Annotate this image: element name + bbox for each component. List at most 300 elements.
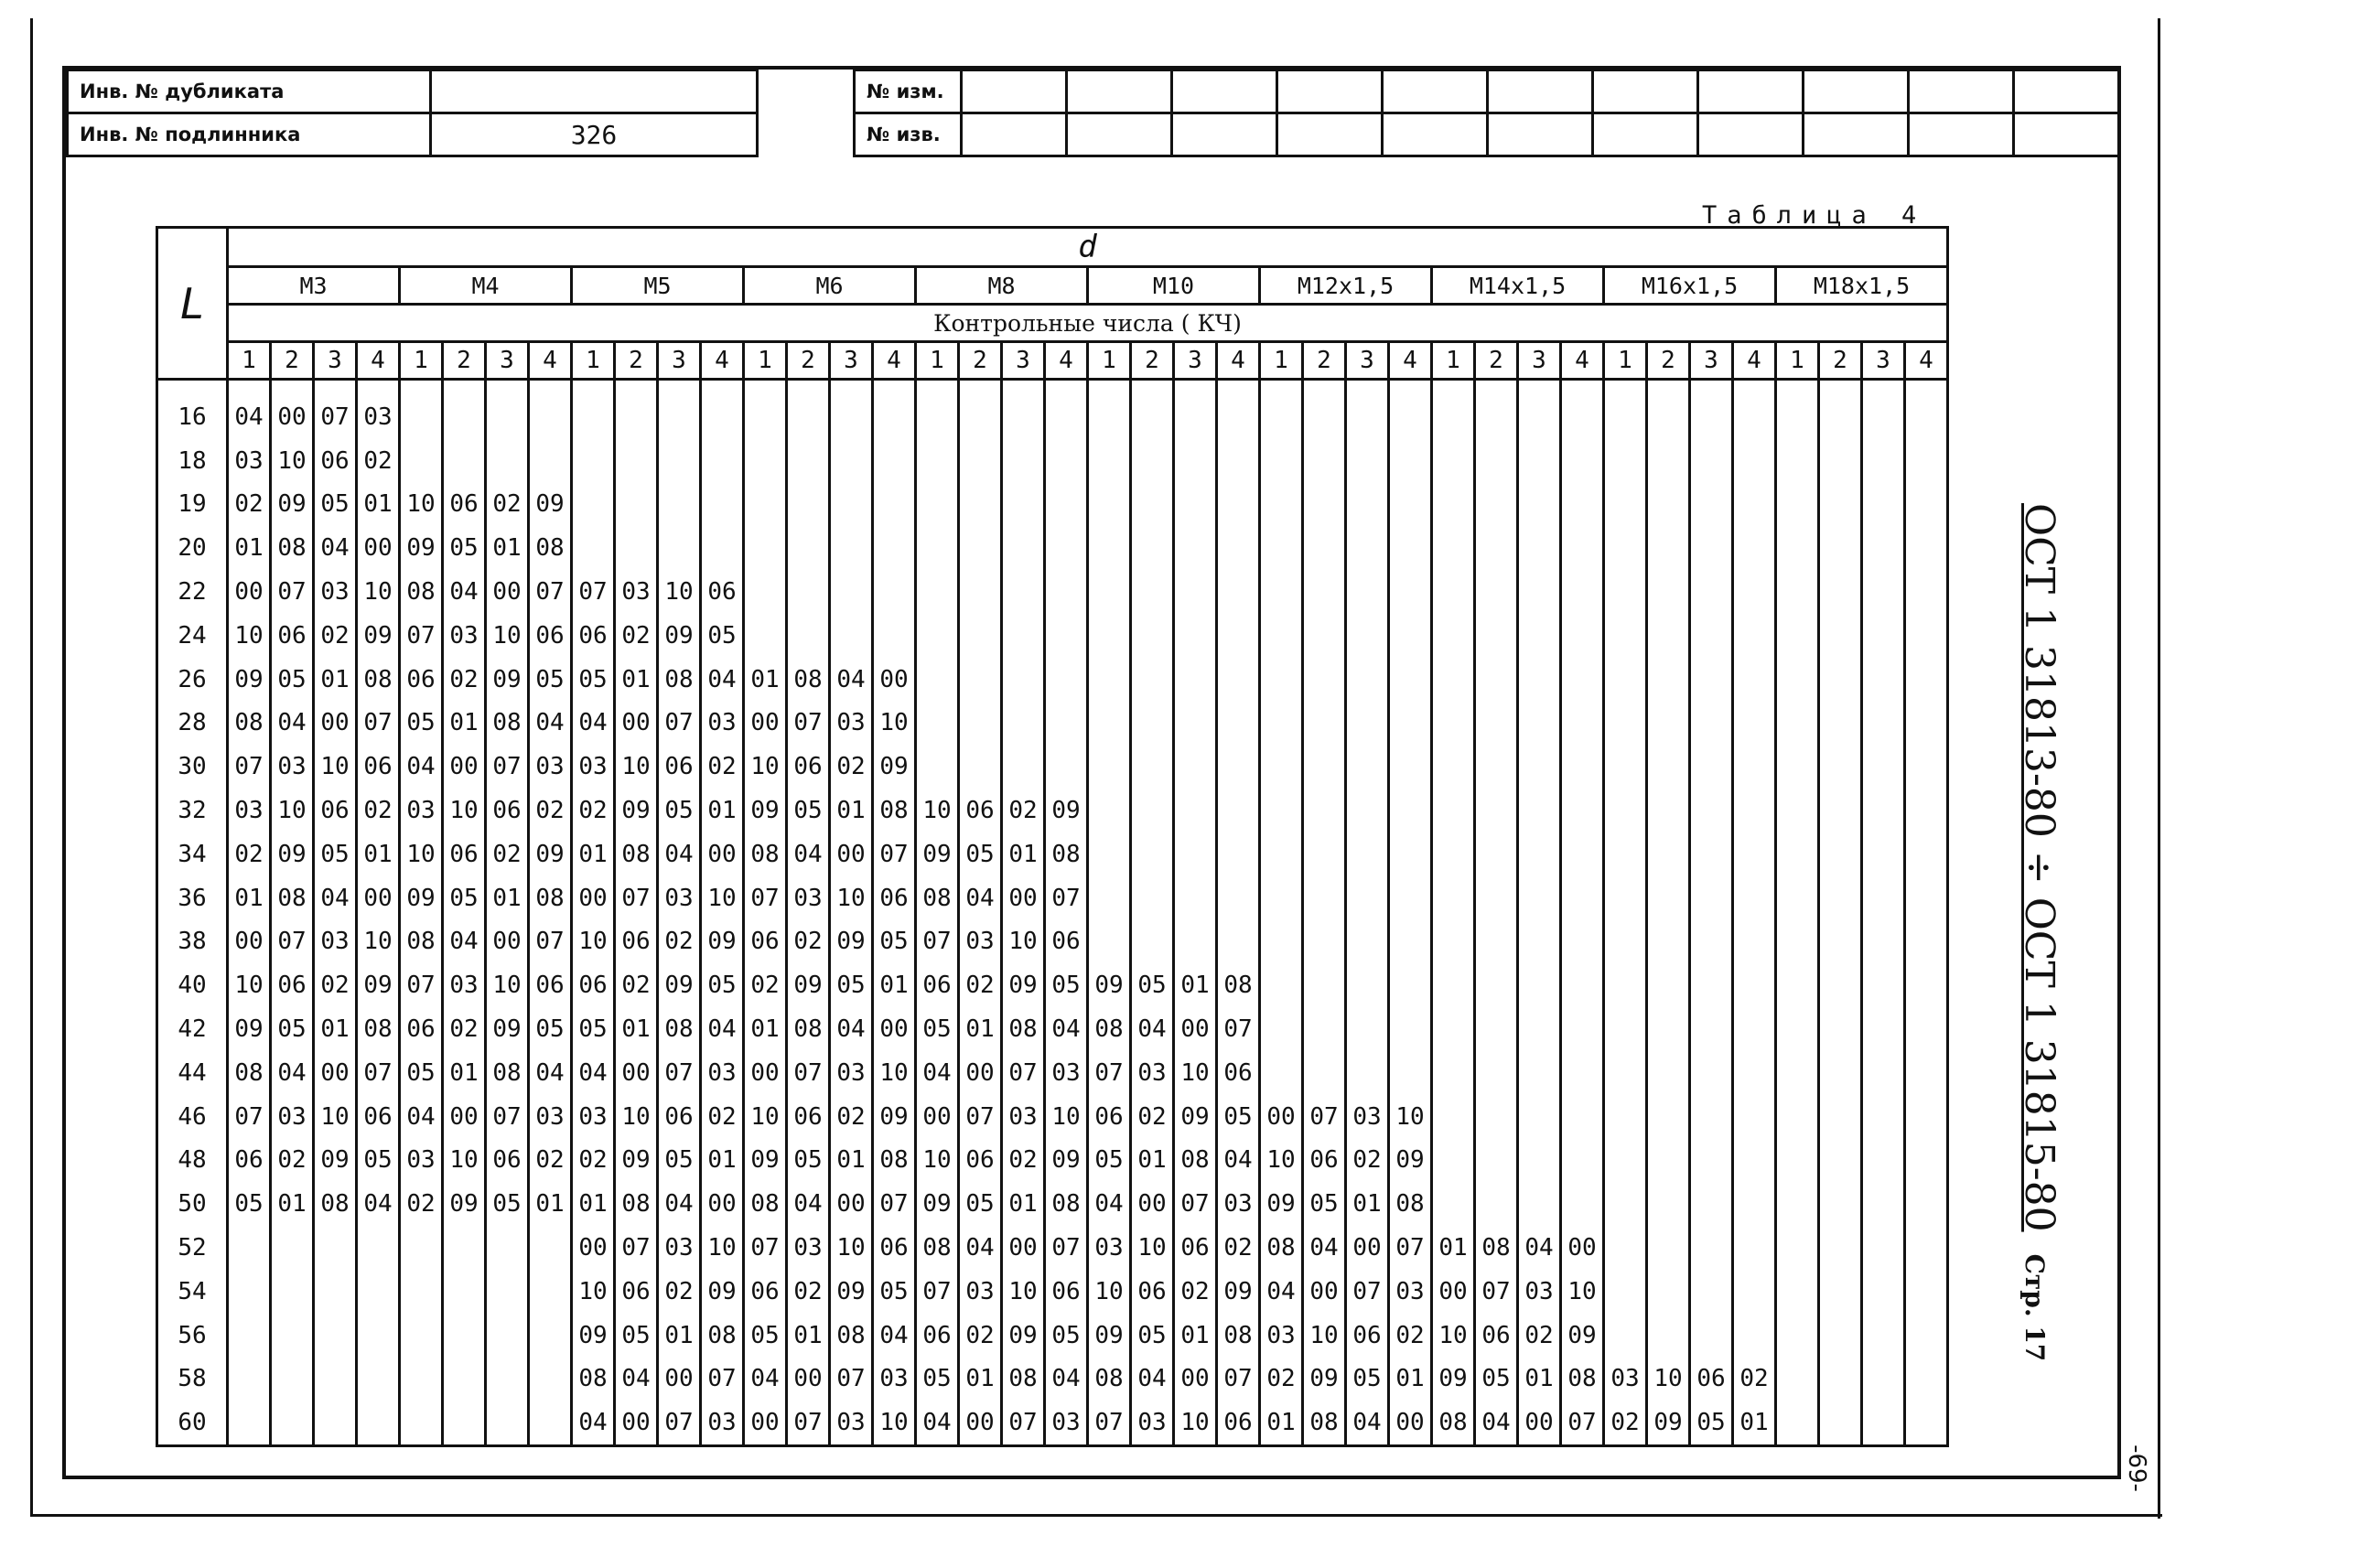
control-number-cell (1862, 1314, 1905, 1358)
control-number-cell: 06 (959, 1139, 1002, 1183)
subcolumn-header: 4 (529, 342, 572, 380)
control-number-cell (1303, 702, 1346, 746)
stamp-cell (1488, 113, 1593, 156)
control-number-cell (1776, 1226, 1819, 1270)
control-number-cell (1174, 614, 1217, 658)
subcolumn-header: 4 (1561, 342, 1604, 380)
control-number-cell: 03 (959, 1270, 1002, 1314)
control-number-cell (1131, 395, 1174, 439)
length-cell: 58 (157, 1358, 228, 1401)
control-number-cell: 09 (443, 1182, 486, 1226)
control-number-cell (959, 483, 1002, 527)
control-number-cell (1217, 702, 1260, 746)
control-number-cell (1862, 1051, 1905, 1095)
length-cell: 34 (157, 832, 228, 876)
control-number-cell (1776, 1401, 1819, 1445)
table-row (157, 1095, 1948, 1139)
control-number-cell (1303, 614, 1346, 658)
control-number-cell: 04 (959, 876, 1002, 920)
control-number-cell (1905, 395, 1948, 439)
control-number-cell: 05 (615, 1314, 658, 1358)
control-number-cell: 02 (1389, 1314, 1432, 1358)
stamp-cell (1383, 70, 1488, 113)
control-number-cell: 03 (228, 439, 271, 483)
control-number-cell: 09 (357, 963, 400, 1007)
spacer-cell (529, 380, 572, 396)
control-number-cell (1303, 658, 1346, 702)
control-number-cell: 06 (873, 1226, 916, 1270)
control-number-cell: 06 (443, 832, 486, 876)
control-number-cell (1647, 876, 1690, 920)
control-number-cell (228, 1401, 271, 1445)
sheet-number: Стр. 17 (2019, 1253, 2050, 1362)
control-number-cell: 05 (701, 614, 744, 658)
control-number-cell (529, 1358, 572, 1401)
control-number-cell: 06 (615, 920, 658, 964)
control-number-cell (1346, 614, 1389, 658)
control-number-cell (529, 439, 572, 483)
control-number-cell (1088, 876, 1131, 920)
duplicate-inventory-value (431, 70, 758, 113)
control-number-cell (1690, 920, 1733, 964)
control-number-cell (916, 702, 959, 746)
control-number-cell (1690, 963, 1733, 1007)
control-number-cell: 01 (1002, 832, 1045, 876)
control-number-cell (1819, 570, 1862, 614)
control-number-cell (1303, 1051, 1346, 1095)
control-number-cell (1733, 876, 1776, 920)
control-number-cell: 06 (916, 963, 959, 1007)
control-number-cell (1905, 1007, 1948, 1051)
control-number-cell (1346, 832, 1389, 876)
subcolumn-header: 3 (1346, 342, 1389, 380)
control-number-cell: 03 (1045, 1401, 1088, 1445)
control-number-cell (1561, 963, 1604, 1007)
control-number-cell (1475, 876, 1518, 920)
control-number-cell: 00 (1002, 876, 1045, 920)
control-number-cell (1647, 439, 1690, 483)
control-number-cell (1389, 395, 1432, 439)
control-number-cell (1561, 789, 1604, 832)
control-number-cell: 03 (701, 702, 744, 746)
control-number-cell: 02 (443, 658, 486, 702)
control-number-cell: 09 (1217, 1270, 1260, 1314)
control-number-cell: 02 (1733, 1358, 1776, 1401)
control-number-cell (1690, 395, 1733, 439)
original-inventory-value: 326 (431, 113, 758, 156)
control-number-cell (1475, 789, 1518, 832)
control-number-cell: 07 (228, 1095, 271, 1139)
length-cell: 19 (157, 483, 228, 527)
control-number-cell (1561, 1051, 1604, 1095)
control-number-cell: 01 (572, 1182, 615, 1226)
control-number-cell: 04 (443, 570, 486, 614)
control-number-cell (1260, 963, 1303, 1007)
control-number-cell: 02 (701, 745, 744, 789)
control-number-cell (1862, 658, 1905, 702)
thread-size-header: М16x1,5 (1604, 267, 1776, 305)
control-number-cell (1174, 658, 1217, 702)
control-number-cell: 00 (443, 745, 486, 789)
control-number-cell (1905, 1051, 1948, 1095)
control-number-cell: 06 (658, 1095, 701, 1139)
control-number-cell (1303, 876, 1346, 920)
length-cell: 30 (157, 745, 228, 789)
control-number-cell (1346, 483, 1389, 527)
table-row (157, 658, 1948, 702)
control-number-cell (1432, 1139, 1475, 1183)
control-number-cell (400, 395, 443, 439)
control-number-cell: 00 (916, 1095, 959, 1139)
control-number-cell: 08 (1045, 832, 1088, 876)
control-number-cell: 06 (744, 1270, 787, 1314)
control-number-cell: 04 (314, 876, 357, 920)
control-number-cell (1819, 1095, 1862, 1139)
control-number-cell: 07 (873, 1182, 916, 1226)
control-number-cell (744, 395, 787, 439)
control-number-cell: 06 (1303, 1139, 1346, 1183)
control-number-cell: 05 (1131, 963, 1174, 1007)
control-number-cell: 00 (787, 1358, 830, 1401)
control-number-cell (1475, 1007, 1518, 1051)
control-number-cell: 08 (830, 1314, 873, 1358)
control-number-cell: 09 (658, 963, 701, 1007)
control-number-cell (486, 395, 529, 439)
control-number-cell: 00 (615, 1051, 658, 1095)
spacer-cell (1002, 380, 1045, 396)
control-number-cell: 09 (744, 789, 787, 832)
control-number-cell: 10 (701, 1226, 744, 1270)
control-number-cell (1604, 1007, 1647, 1051)
control-number-cell (1389, 526, 1432, 570)
control-number-cell (1604, 1139, 1647, 1183)
control-number-cell: 09 (1045, 1139, 1088, 1183)
control-number-cell (744, 483, 787, 527)
control-number-cell: 01 (357, 832, 400, 876)
control-number-cell (1604, 920, 1647, 964)
control-number-cell: 00 (314, 702, 357, 746)
control-number-cell: 07 (1389, 1226, 1432, 1270)
table-row (157, 395, 1948, 439)
control-number-cell (701, 483, 744, 527)
control-number-cell: 03 (658, 1226, 701, 1270)
control-number-cell (1174, 439, 1217, 483)
stamp-cell (962, 70, 1067, 113)
control-number-cell (271, 1358, 314, 1401)
subcolumn-header: 2 (615, 342, 658, 380)
control-number-cell: 01 (1518, 1358, 1561, 1401)
control-number-cell (1432, 876, 1475, 920)
stamp-cell (1698, 113, 1804, 156)
inventory-stamp (66, 69, 759, 157)
control-number-cell (615, 395, 658, 439)
control-number-cell: 10 (1260, 1139, 1303, 1183)
control-number-cell: 08 (744, 1182, 787, 1226)
control-number-cell (1518, 439, 1561, 483)
control-number-cell (1733, 702, 1776, 746)
table-row (157, 1007, 1948, 1051)
spacer-cell (1604, 380, 1647, 396)
control-number-cell: 04 (400, 1095, 443, 1139)
control-number-cell: 08 (787, 1007, 830, 1051)
control-number-cell (1819, 789, 1862, 832)
control-number-cell: 09 (744, 1139, 787, 1183)
spacer-cell (959, 380, 1002, 396)
control-number-cell: 08 (1260, 1226, 1303, 1270)
control-number-cell (400, 1226, 443, 1270)
control-number-cell: 09 (701, 920, 744, 964)
control-number-cell: 09 (1088, 1314, 1131, 1358)
control-number-cell (1045, 439, 1088, 483)
control-number-cell: 01 (1002, 1182, 1045, 1226)
control-number-cell: 07 (615, 876, 658, 920)
control-number-cell (314, 1358, 357, 1401)
stamp-cell (1593, 70, 1698, 113)
control-number-cell: 08 (572, 1358, 615, 1401)
control-number-cell (1905, 1182, 1948, 1226)
control-number-cell (1217, 614, 1260, 658)
control-number-cell (1002, 658, 1045, 702)
control-number-cell (357, 1314, 400, 1358)
control-number-cell (1733, 483, 1776, 527)
control-number-cell: 08 (1432, 1401, 1475, 1445)
control-number-cell: 08 (916, 1226, 959, 1270)
control-number-cell: 04 (1045, 1358, 1088, 1401)
control-number-cell (1862, 570, 1905, 614)
control-number-cell (1862, 395, 1905, 439)
spacer-cell (615, 380, 658, 396)
control-number-cell (959, 526, 1002, 570)
control-number-cell: 10 (615, 1095, 658, 1139)
control-number-cell: 00 (228, 920, 271, 964)
control-number-cell (1905, 745, 1948, 789)
control-number-cell: 03 (658, 876, 701, 920)
control-number-cell (1045, 483, 1088, 527)
control-number-cell: 06 (1217, 1401, 1260, 1445)
control-number-cell: 02 (572, 1139, 615, 1183)
control-number-cell (1819, 920, 1862, 964)
control-number-cell: 01 (787, 1314, 830, 1358)
control-number-cell: 07 (744, 1226, 787, 1270)
control-number-cell (1905, 483, 1948, 527)
subcolumn-header: 2 (443, 342, 486, 380)
control-number-cell (1690, 483, 1733, 527)
control-number-cell (1733, 1139, 1776, 1183)
control-number-cell (1432, 1182, 1475, 1226)
subcolumn-header: 3 (1690, 342, 1733, 380)
control-number-cell (1905, 526, 1948, 570)
control-number-cell: 02 (658, 1270, 701, 1314)
control-number-cell: 01 (314, 658, 357, 702)
control-number-cell (1733, 439, 1776, 483)
control-number-cell: 10 (357, 920, 400, 964)
control-number-cell (1002, 526, 1045, 570)
control-number-cell: 02 (959, 1314, 1002, 1358)
control-number-cell (1862, 439, 1905, 483)
control-number-cell (1475, 395, 1518, 439)
control-number-cell: 09 (271, 832, 314, 876)
table-row (157, 1358, 1948, 1401)
control-number-cell (1862, 876, 1905, 920)
control-number-cell: 07 (1088, 1401, 1131, 1445)
control-number-cell (1088, 702, 1131, 746)
control-number-cell (1217, 658, 1260, 702)
control-number-cell: 08 (873, 789, 916, 832)
control-number-cell (1561, 483, 1604, 527)
control-number-cell: 00 (443, 1095, 486, 1139)
control-number-cell: 06 (271, 963, 314, 1007)
control-number-cell (271, 1314, 314, 1358)
control-number-cell: 08 (271, 526, 314, 570)
control-number-cell: 02 (1604, 1401, 1647, 1445)
control-number-cell: 01 (959, 1358, 1002, 1401)
control-number-cell (959, 702, 1002, 746)
control-number-cell: 05 (787, 1139, 830, 1183)
control-number-cell (443, 1226, 486, 1270)
control-number-cell: 06 (486, 1139, 529, 1183)
control-number-cell (1389, 1051, 1432, 1095)
control-number-cell: 04 (271, 702, 314, 746)
control-number-cell (1303, 570, 1346, 614)
control-number-cell: 02 (271, 1139, 314, 1183)
control-number-cell: 06 (1475, 1314, 1518, 1358)
control-number-cell (1604, 876, 1647, 920)
control-number-cell (1733, 614, 1776, 658)
control-number-cell (1733, 658, 1776, 702)
control-number-cell (1303, 1007, 1346, 1051)
control-number-cell: 07 (271, 570, 314, 614)
control-number-cell: 08 (271, 876, 314, 920)
control-number-cell (1905, 570, 1948, 614)
control-number-cell (1131, 702, 1174, 746)
control-number-cell: 10 (228, 963, 271, 1007)
control-number-cell (1647, 1270, 1690, 1314)
control-number-cell: 01 (1174, 1314, 1217, 1358)
control-number-cell: 10 (1174, 1401, 1217, 1445)
control-numbers-header: Контрольные числа ( КЧ) (228, 305, 1948, 342)
control-number-cell (1475, 658, 1518, 702)
control-number-cell: 04 (830, 658, 873, 702)
control-number-cell (1518, 702, 1561, 746)
control-number-cell: 04 (1346, 1401, 1389, 1445)
control-number-cell (1647, 526, 1690, 570)
control-number-cell: 04 (572, 1051, 615, 1095)
control-number-cell (916, 570, 959, 614)
control-number-cell (1389, 614, 1432, 658)
control-number-cell (1518, 1139, 1561, 1183)
control-number-cell: 01 (744, 658, 787, 702)
control-number-cell (357, 1358, 400, 1401)
control-number-cell (1002, 570, 1045, 614)
control-number-cell: 08 (744, 832, 787, 876)
control-number-cell (1475, 614, 1518, 658)
subcolumn-header: 2 (787, 342, 830, 380)
control-number-cell: 07 (572, 570, 615, 614)
control-number-cell: 01 (1346, 1182, 1389, 1226)
control-number-cell: 03 (1518, 1270, 1561, 1314)
control-number-cell: 07 (400, 614, 443, 658)
control-number-cell: 03 (228, 789, 271, 832)
control-number-cell: 02 (744, 963, 787, 1007)
control-number-cell (1432, 395, 1475, 439)
subcolumn-header: 2 (1475, 342, 1518, 380)
control-number-cell (1819, 1358, 1862, 1401)
control-number-cell: 07 (1217, 1007, 1260, 1051)
table-row (157, 439, 1948, 483)
control-number-cell (1389, 702, 1432, 746)
control-number-cell (1088, 526, 1131, 570)
subcolumn-header: 4 (1389, 342, 1432, 380)
control-number-cell (1776, 1182, 1819, 1226)
control-number-cell (1690, 439, 1733, 483)
control-number-cell (1432, 483, 1475, 527)
control-number-cell: 07 (1475, 1270, 1518, 1314)
subcolumn-header: 2 (1131, 342, 1174, 380)
length-cell: 22 (157, 570, 228, 614)
control-number-cell: 02 (443, 1007, 486, 1051)
length-cell: 46 (157, 1095, 228, 1139)
control-number-cell: 10 (1002, 920, 1045, 964)
control-number-cell (1604, 570, 1647, 614)
control-number-cell: 05 (1131, 1314, 1174, 1358)
control-number-cell: 10 (271, 439, 314, 483)
control-number-cell (1819, 832, 1862, 876)
control-number-cell (1475, 1095, 1518, 1139)
control-number-cell (1819, 526, 1862, 570)
change-number-label: № изм. (855, 70, 962, 113)
control-number-cell (1131, 876, 1174, 920)
table-row (157, 1182, 1948, 1226)
control-number-cell: 09 (486, 658, 529, 702)
control-number-cell: 04 (658, 832, 701, 876)
length-cell: 44 (157, 1051, 228, 1095)
control-number-cell (787, 483, 830, 527)
control-number-cell (830, 395, 873, 439)
control-number-cell: 03 (830, 702, 873, 746)
control-number-cell (1217, 483, 1260, 527)
control-number-cell: 02 (1002, 1139, 1045, 1183)
control-number-cell: 03 (529, 745, 572, 789)
control-number-cell: 10 (744, 745, 787, 789)
control-number-cell (1088, 439, 1131, 483)
control-number-cell (1002, 614, 1045, 658)
control-number-cell: 08 (357, 1007, 400, 1051)
spacer-cell (1045, 380, 1088, 396)
control-number-cell (1776, 1139, 1819, 1183)
spacer-cell (1518, 380, 1561, 396)
control-number-cell (1346, 1051, 1389, 1095)
control-number-cell: 05 (572, 1007, 615, 1051)
control-number-cell: 09 (357, 614, 400, 658)
subcolumn-header: 1 (744, 342, 787, 380)
control-number-cell: 10 (486, 614, 529, 658)
control-number-cell (1174, 702, 1217, 746)
control-number-cell: 09 (916, 832, 959, 876)
control-number-cell: 07 (916, 1270, 959, 1314)
thread-size-header: М5 (572, 267, 744, 305)
control-number-cell: 05 (400, 1051, 443, 1095)
spacer-cell (873, 380, 916, 396)
control-number-cell (529, 1270, 572, 1314)
control-number-cell (1604, 1226, 1647, 1270)
control-number-cell: 05 (271, 658, 314, 702)
control-number-cell: 08 (228, 1051, 271, 1095)
control-number-cell (1260, 483, 1303, 527)
control-number-cell (529, 1401, 572, 1445)
control-number-cell (830, 439, 873, 483)
control-number-cell (1604, 1051, 1647, 1095)
length-cell: 26 (157, 658, 228, 702)
